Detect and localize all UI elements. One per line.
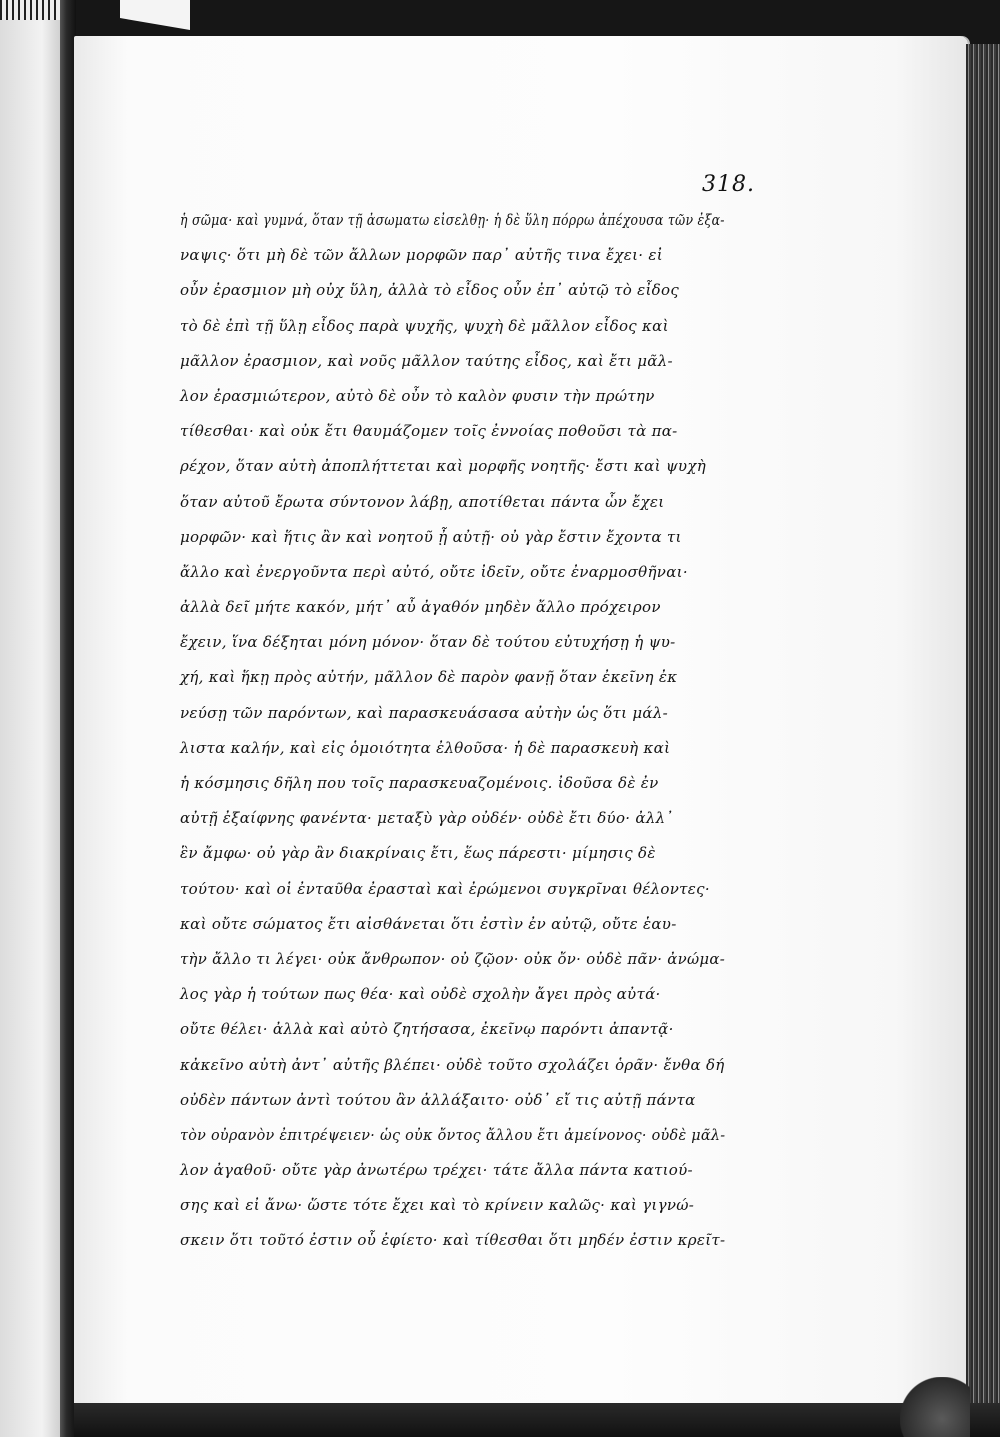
manuscript-line: τὸν οὐρανὸν ἐπιτρέψειεν· ὡς οὐκ ὄντος ἄλλου ἔτι ἀμείνονος· οὐδὲ μᾶλ- — [180, 1125, 726, 1144]
manuscript-text — [180, 203, 725, 1259]
manuscript-line: νεύσῃ τῶν παρόντων, καὶ παρασκευάσασα αὐτὴν ὡς ὅτι μάλ- — [180, 703, 669, 722]
manuscript-line: κἀκεῖνο αὐτὴ ἀντ᾽ αὐτῆς βλέπει· οὐδὲ τοῦτο σχολάζει ὁρᾶν· ἔνθα δή — [180, 1055, 725, 1074]
manuscript-line: καὶ οὔτε σώματος ἔτι αἰσθάνεται ὅτι ἐστὶν ἐν αὐτῷ, οὔτε ἑαυ- — [180, 914, 677, 933]
scan-bottom-border — [74, 1403, 1000, 1437]
previous-page-edge — [0, 0, 60, 1437]
manuscript-line: τὸ δὲ ἐπὶ τῇ ὕλῃ εἶδος παρὰ ψυχῆς, ψυχὴ δὲ μᾶλλον εἶδος καὶ — [180, 316, 669, 335]
manuscript-line: οὖν ἐρασμιον μὴ οὐχ ὕλη, ἀλλὰ τὸ εἶδος οὖν ἐπ᾽ αὐτῷ τὸ εἶδος — [180, 281, 680, 300]
manuscript-line: χή, καὶ ἥκῃ πρὸς αὐτήν, μᾶλλον δὲ παρὸν φανῇ ὅταν ἐκεῖνη ἐκ — [180, 668, 678, 687]
manuscript-line: ἓν ἄμφω· οὐ γὰρ ἂν διακρίναις ἔτι, ἕως πάρεστι· μίμησις δὲ — [180, 844, 656, 863]
manuscript-line: τούτου· καὶ οἱ ἐνταῦθα ἐρασταὶ καὶ ἐρώμενοι συγκρῖναι θέλοντες· — [180, 879, 710, 898]
manuscript-line: λον ἀγαθοῦ· οὔτε γὰρ ἀνωτέρω τρέχει· τάτε ἄλλα πάντα κατιού- — [180, 1161, 693, 1180]
manuscript-line: σης καὶ εἰ ἄνω· ὥστε τότε ἔχει καὶ τὸ κρίνειν καλῶς· καὶ γιγνώ- — [180, 1196, 695, 1215]
manuscript-line: ἡ σῶμα· καὶ γυμνά, ὅταν τῇ ἀσωματω εἰσελθῃ· ἡ δὲ ὕλη πόρρω ἀπέχουσα τῶν ἐξα- — [180, 211, 725, 229]
manuscript-line: ἔχειν, ἵνα δέξηται μόνη μόνον· ὅταν δὲ τούτου εὐτυχήσῃ ἡ ψυ- — [180, 633, 676, 652]
holder-thumb — [900, 1377, 970, 1437]
manuscript-line: μᾶλλον ἐρασμιον, καὶ νοῦς μᾶλλον ταύτης εἶδος, καὶ ἔτι μᾶλ- — [180, 351, 673, 370]
manuscript-line: ἡ κόσμησις δῆλη που τοῖς παρασκευαζομένοις. ἰδοῦσα δὲ ἐν — [180, 774, 659, 792]
manuscript-line: οὐδὲν πάντων ἀντὶ τούτου ἂν ἀλλάξαιτο· οὐδ᾽ εἴ τις αὐτῇ πάντα — [180, 1090, 696, 1109]
manuscript-line: μορφῶν· καὶ ἥτις ἂν καὶ νοητοῦ ᾖ αὐτῇ· οὐ γὰρ ἔστιν ἔχοντα τι — [180, 527, 682, 546]
manuscript-line: αὐτῇ ἐξαίφνης φανέντα· μεταξὺ γὰρ οὐδέν· οὐδὲ ἔτι δύο· ἀλλ᾽ — [180, 809, 674, 828]
manuscript-line: ρέχον, ὅταν αὐτὴ ἀποπλήττεται καὶ μορφῆς νοητῆς· ἔστι καὶ ψυχὴ — [180, 457, 707, 476]
manuscript-line: τίθεσθαι· καὶ οὐκ ἔτι θαυμάζομεν τοῖς ἐννοίας ποθοῦσι τὰ πα- — [180, 422, 678, 441]
manuscript-line: τὴν ἄλλο τι λέγει· οὐκ ἄνθρωπον· οὐ ζῷον· οὐκ ὄν· οὐδὲ πᾶν· ἀνώμα- — [180, 949, 726, 968]
manuscript-line: λιστα καλήν, καὶ εἰς ὁμοιότητα ἐλθοῦσα· ἡ δὲ παρασκευὴ καὶ — [180, 738, 671, 757]
stacked-page-edges — [966, 44, 1000, 1404]
manuscript-line: ἀλλὰ δεῖ μήτε κακόν, μήτ᾽ αὖ ἀγαθόν μηδὲν ἄλλο πρόχειρον — [180, 598, 661, 617]
scale-ruler — [0, 0, 60, 20]
manuscript-line: ναψις· ὅτι μὴ δὲ τῶν ἄλλων μορφῶν παρ᾽ αὐτῆς τινα ἔχει· εἰ — [180, 246, 663, 265]
manuscript-line: ὅταν αὐτοῦ ἔρωτα σύντονον λάβῃ, αποτίθεται πάντα ὧν ἔχει — [180, 492, 665, 511]
manuscript-line: ἄλλο καὶ ἐνεργοῦντα περὶ αὐτό, οὔτε ἰδεῖν, οὔτε ἐναρμοσθῆναι· — [180, 562, 688, 581]
manuscript-line: οὔτε θέλει· ἀλλὰ καὶ αὐτὸ ζητήσασα, ἐκεῖνῳ παρόντι ἀπαντᾷ· — [180, 1020, 674, 1039]
manuscript-line: λον ἐρασμιώτερον, αὐτὸ δὲ οὖν τὸ καλὸν φυσιν τὴν πρώτην — [180, 386, 655, 405]
folio-number: 318. — [702, 172, 755, 197]
manuscript-line: λος γὰρ ἡ τούτων πως θέα· καὶ οὐδὲ σχολὴν ἄγει πρὸς αὐτά· — [180, 985, 661, 1004]
manuscript-line: σκειν ὅτι τοῦτό ἐστιν οὗ ἐφίετο· καὶ τίθεσθαι ὅτι μηδέν ἐστιν κρεῖτ- — [180, 1231, 726, 1250]
